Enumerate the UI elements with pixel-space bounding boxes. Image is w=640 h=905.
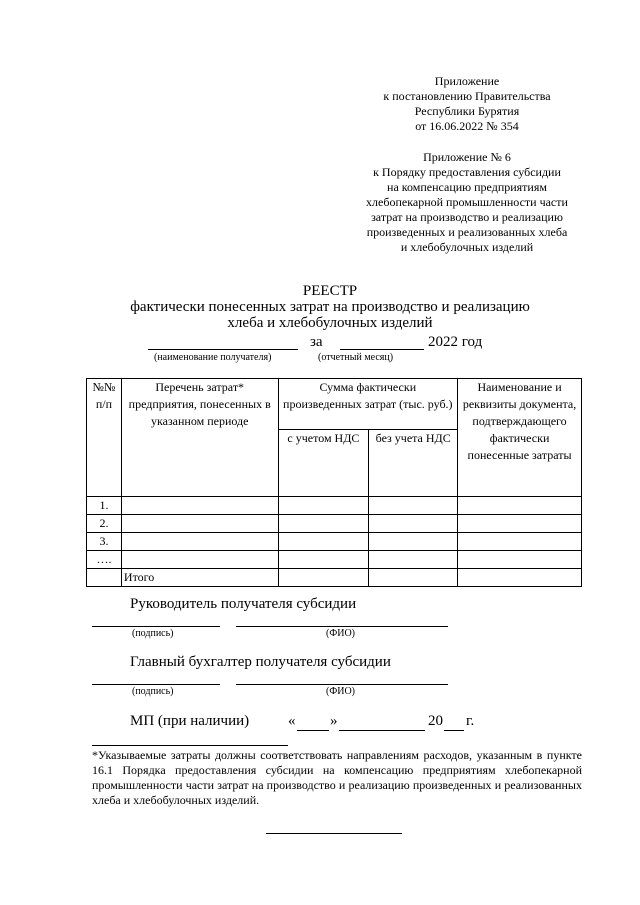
header-sum: Сумма фактически произведенных затрат (тыс. руб.) [278, 379, 458, 430]
cost-cell[interactable] [121, 551, 278, 569]
stamp-label: МП (при наличии) [130, 713, 250, 729]
with-vat-cell[interactable] [278, 533, 369, 551]
cost-cell[interactable] [121, 515, 278, 533]
appendix6-line: произведенных и реализованных хлеба [366, 225, 568, 239]
total-row [87, 569, 582, 587]
with-vat-cell[interactable] [278, 551, 369, 569]
total-document-cell[interactable] [458, 569, 582, 587]
appendix6-line: и хлебобулочных изделий [400, 240, 534, 254]
row-number: 1. [87, 497, 122, 515]
appendix6-line: затрат на производство и реализацию [371, 210, 563, 224]
document-cell[interactable] [458, 515, 582, 533]
header-document: Наименование и реквизиты документа, подтверждающего фактически понесенные затраты [458, 379, 582, 497]
total-label: Итого [121, 569, 278, 587]
za-label: за [310, 334, 323, 350]
header-without-vat: без учета НДС [369, 430, 458, 497]
header-with-vat: с учетом НДС [278, 430, 369, 497]
table-row [87, 533, 582, 551]
document-cell[interactable] [458, 497, 582, 515]
without-vat-cell[interactable] [369, 515, 458, 533]
with-vat-cell[interactable] [278, 497, 369, 515]
head-sign-caption: (подпись) [132, 628, 174, 639]
appendix-header [352, 74, 582, 134]
appendix-line: к постановлению Правительства [383, 89, 551, 103]
header-number: №№ п/п [87, 379, 122, 497]
date-year-blank[interactable] [444, 730, 464, 731]
appendix6-line: хлебопекарной промышленности части [366, 195, 568, 209]
date-open-quote: « [288, 713, 296, 729]
appendix6-line: Приложение № 6 [423, 150, 511, 164]
accountant-sign-caption: (подпись) [132, 686, 174, 697]
date-day-blank[interactable] [297, 730, 329, 731]
without-vat-cell[interactable] [369, 497, 458, 515]
accountant-signature-line[interactable] [92, 684, 220, 685]
row-number: 3. [87, 533, 122, 551]
table-row [87, 515, 582, 533]
document-cell[interactable] [458, 533, 582, 551]
date-year-suffix: г. [466, 713, 475, 729]
appendix-line: Республики Бурятия [414, 104, 520, 118]
appendix-line: от 16.06.2022 № 354 [415, 119, 519, 133]
month-caption: (отчетный месяц) [318, 352, 394, 363]
head-signature-line[interactable] [92, 626, 220, 627]
total-with-vat-cell[interactable] [278, 569, 369, 587]
end-line [266, 833, 402, 834]
registry-table [86, 378, 582, 587]
appendix6-line: на компенсацию предприятиям [387, 180, 547, 194]
cost-cell[interactable] [121, 497, 278, 515]
head-fio-line[interactable] [236, 626, 448, 627]
with-vat-cell[interactable] [278, 515, 369, 533]
accountant-signature-title: Главный бухгалтер получателя субсидии [130, 654, 391, 670]
date-close-quote: » [330, 713, 338, 729]
title-line: хлеба и хлебобулочных изделий [227, 315, 433, 331]
footnote: *Указываемые затраты должны соответствовать направлениям расходов, указанным в пункте 16.1 Порядка предоставления субсидии на компенсацию предприятиям хлебопекарной промышленности части затрат на производство и реализацию произведенных и реализованных хлеба и хлебобулочных изделий. [92, 748, 582, 807]
recipient-caption: (наименование получателя) [154, 352, 272, 363]
title-line: фактически понесенных затрат на производство и реализацию [130, 299, 530, 315]
recipient-row [60, 334, 600, 370]
without-vat-cell[interactable] [369, 533, 458, 551]
row-number: 2. [87, 515, 122, 533]
date-year-prefix: 20 [428, 713, 443, 729]
appendix6-header [352, 150, 582, 255]
table-row [87, 497, 582, 515]
total-number-cell [87, 569, 122, 587]
head-fio-caption: (ФИО) [326, 628, 356, 639]
title-heading: РЕЕСТР [302, 283, 358, 299]
recipient-name-blank[interactable] [148, 349, 298, 350]
accountant-fio-caption: (ФИО) [326, 686, 356, 697]
without-vat-cell[interactable] [369, 551, 458, 569]
head-signature-title: Руководитель получателя субсидии [130, 596, 357, 612]
appendix-line: Приложение [434, 74, 500, 88]
year-label: 2022 год [428, 334, 483, 350]
table-header-row [87, 379, 582, 430]
cost-cell[interactable] [121, 533, 278, 551]
document-title [60, 283, 600, 331]
row-number: …. [87, 551, 122, 569]
footnote-separator [92, 745, 288, 746]
appendix6-line: к Порядку предоставления субсидии [373, 165, 561, 179]
total-without-vat-cell[interactable] [369, 569, 458, 587]
accountant-fio-line[interactable] [236, 684, 448, 685]
report-month-blank[interactable] [340, 349, 424, 350]
table-row [87, 551, 582, 569]
header-cost-list: Перечень затрат* предприятия, понесенных в указанном периоде [121, 379, 278, 497]
document-cell[interactable] [458, 551, 582, 569]
date-month-blank[interactable] [339, 730, 425, 731]
